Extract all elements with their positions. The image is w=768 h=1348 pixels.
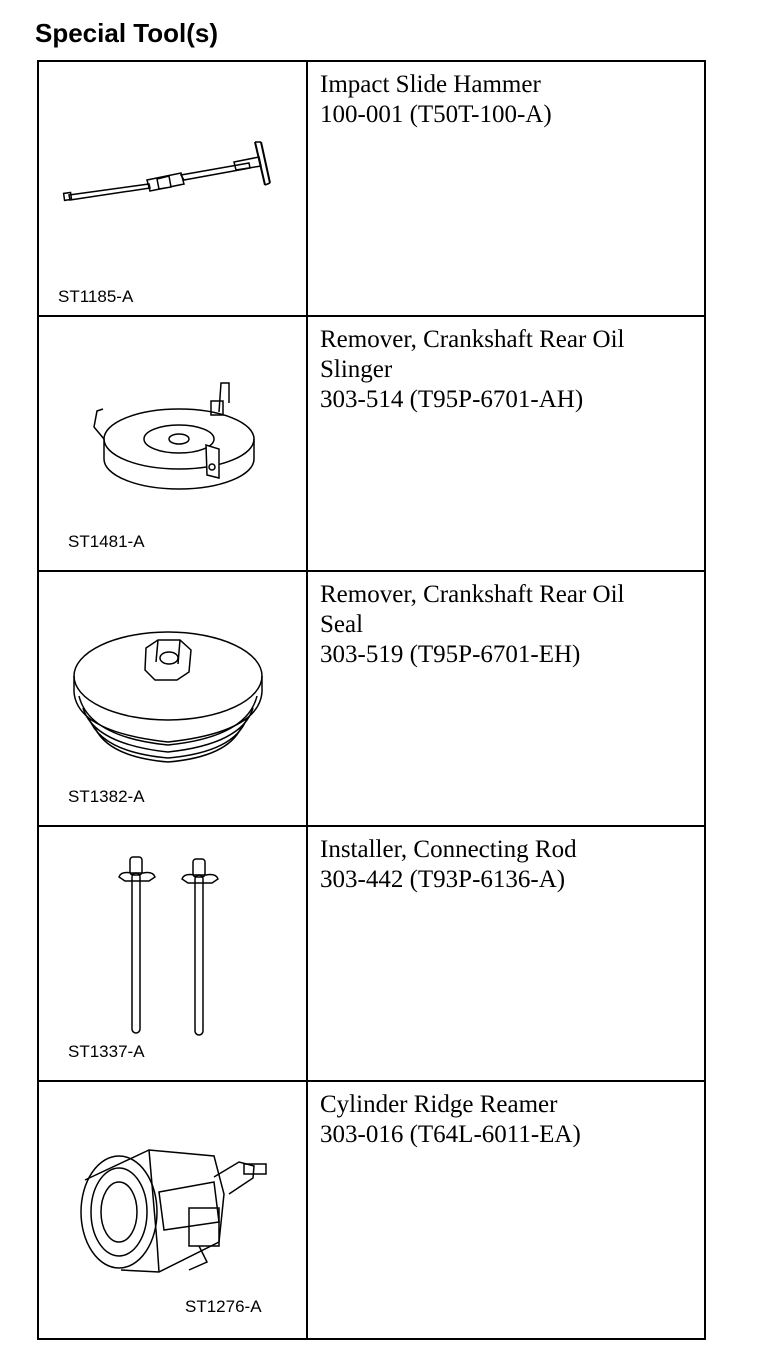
impact-slide-hammer-icon bbox=[39, 62, 306, 315]
illustration-cell bbox=[39, 1082, 308, 1338]
tool-name-continued: Seal bbox=[320, 611, 364, 638]
cylinder-ridge-reamer-icon bbox=[39, 1082, 306, 1335]
illustration-code: ST1481-A bbox=[68, 532, 145, 551]
tool-description bbox=[320, 1090, 700, 1150]
tool-row bbox=[39, 1082, 704, 1338]
tool-number: 303-519 (T95P-6701-EH) bbox=[320, 641, 581, 668]
tool-name: Impact Slide Hammer bbox=[320, 71, 541, 98]
tool-description bbox=[320, 580, 700, 670]
tool-number: 303-442 (T93P-6136-A) bbox=[320, 866, 566, 893]
illustration-code: ST1382-A bbox=[68, 787, 145, 806]
tool-name: Remover, Crankshaft Rear Oil bbox=[320, 581, 625, 608]
illustration-cell bbox=[39, 572, 308, 825]
illustration-code: ST1185-A bbox=[58, 287, 134, 306]
tool-description bbox=[320, 70, 700, 130]
tool-row bbox=[39, 62, 704, 317]
tool-row bbox=[39, 317, 704, 572]
tool-description bbox=[320, 835, 700, 895]
tool-name: Installer, Connecting Rod bbox=[320, 836, 577, 863]
illustration-cell bbox=[39, 827, 308, 1080]
tool-number: 303-514 (T95P-6701-AH) bbox=[320, 386, 584, 413]
tool-number: 303-016 (T64L-6011-EA) bbox=[320, 1121, 581, 1148]
tool-name-continued: Slinger bbox=[320, 356, 393, 383]
illustration-code: ST1337-A bbox=[68, 1042, 145, 1061]
tool-row bbox=[39, 827, 704, 1082]
illustration-code: ST1276-A bbox=[185, 1297, 262, 1316]
tool-name: Remover, Crankshaft Rear Oil bbox=[320, 326, 625, 353]
illustration-cell bbox=[39, 62, 308, 315]
tool-row bbox=[39, 572, 704, 827]
special-tools-table bbox=[37, 60, 706, 1340]
illustration-cell bbox=[39, 317, 308, 570]
tool-number: 100-001 (T50T-100-A) bbox=[320, 101, 552, 128]
tool-name: Cylinder Ridge Reamer bbox=[320, 1091, 558, 1118]
page-title: Special Tool(s) bbox=[35, 18, 218, 48]
tool-description bbox=[320, 325, 700, 415]
